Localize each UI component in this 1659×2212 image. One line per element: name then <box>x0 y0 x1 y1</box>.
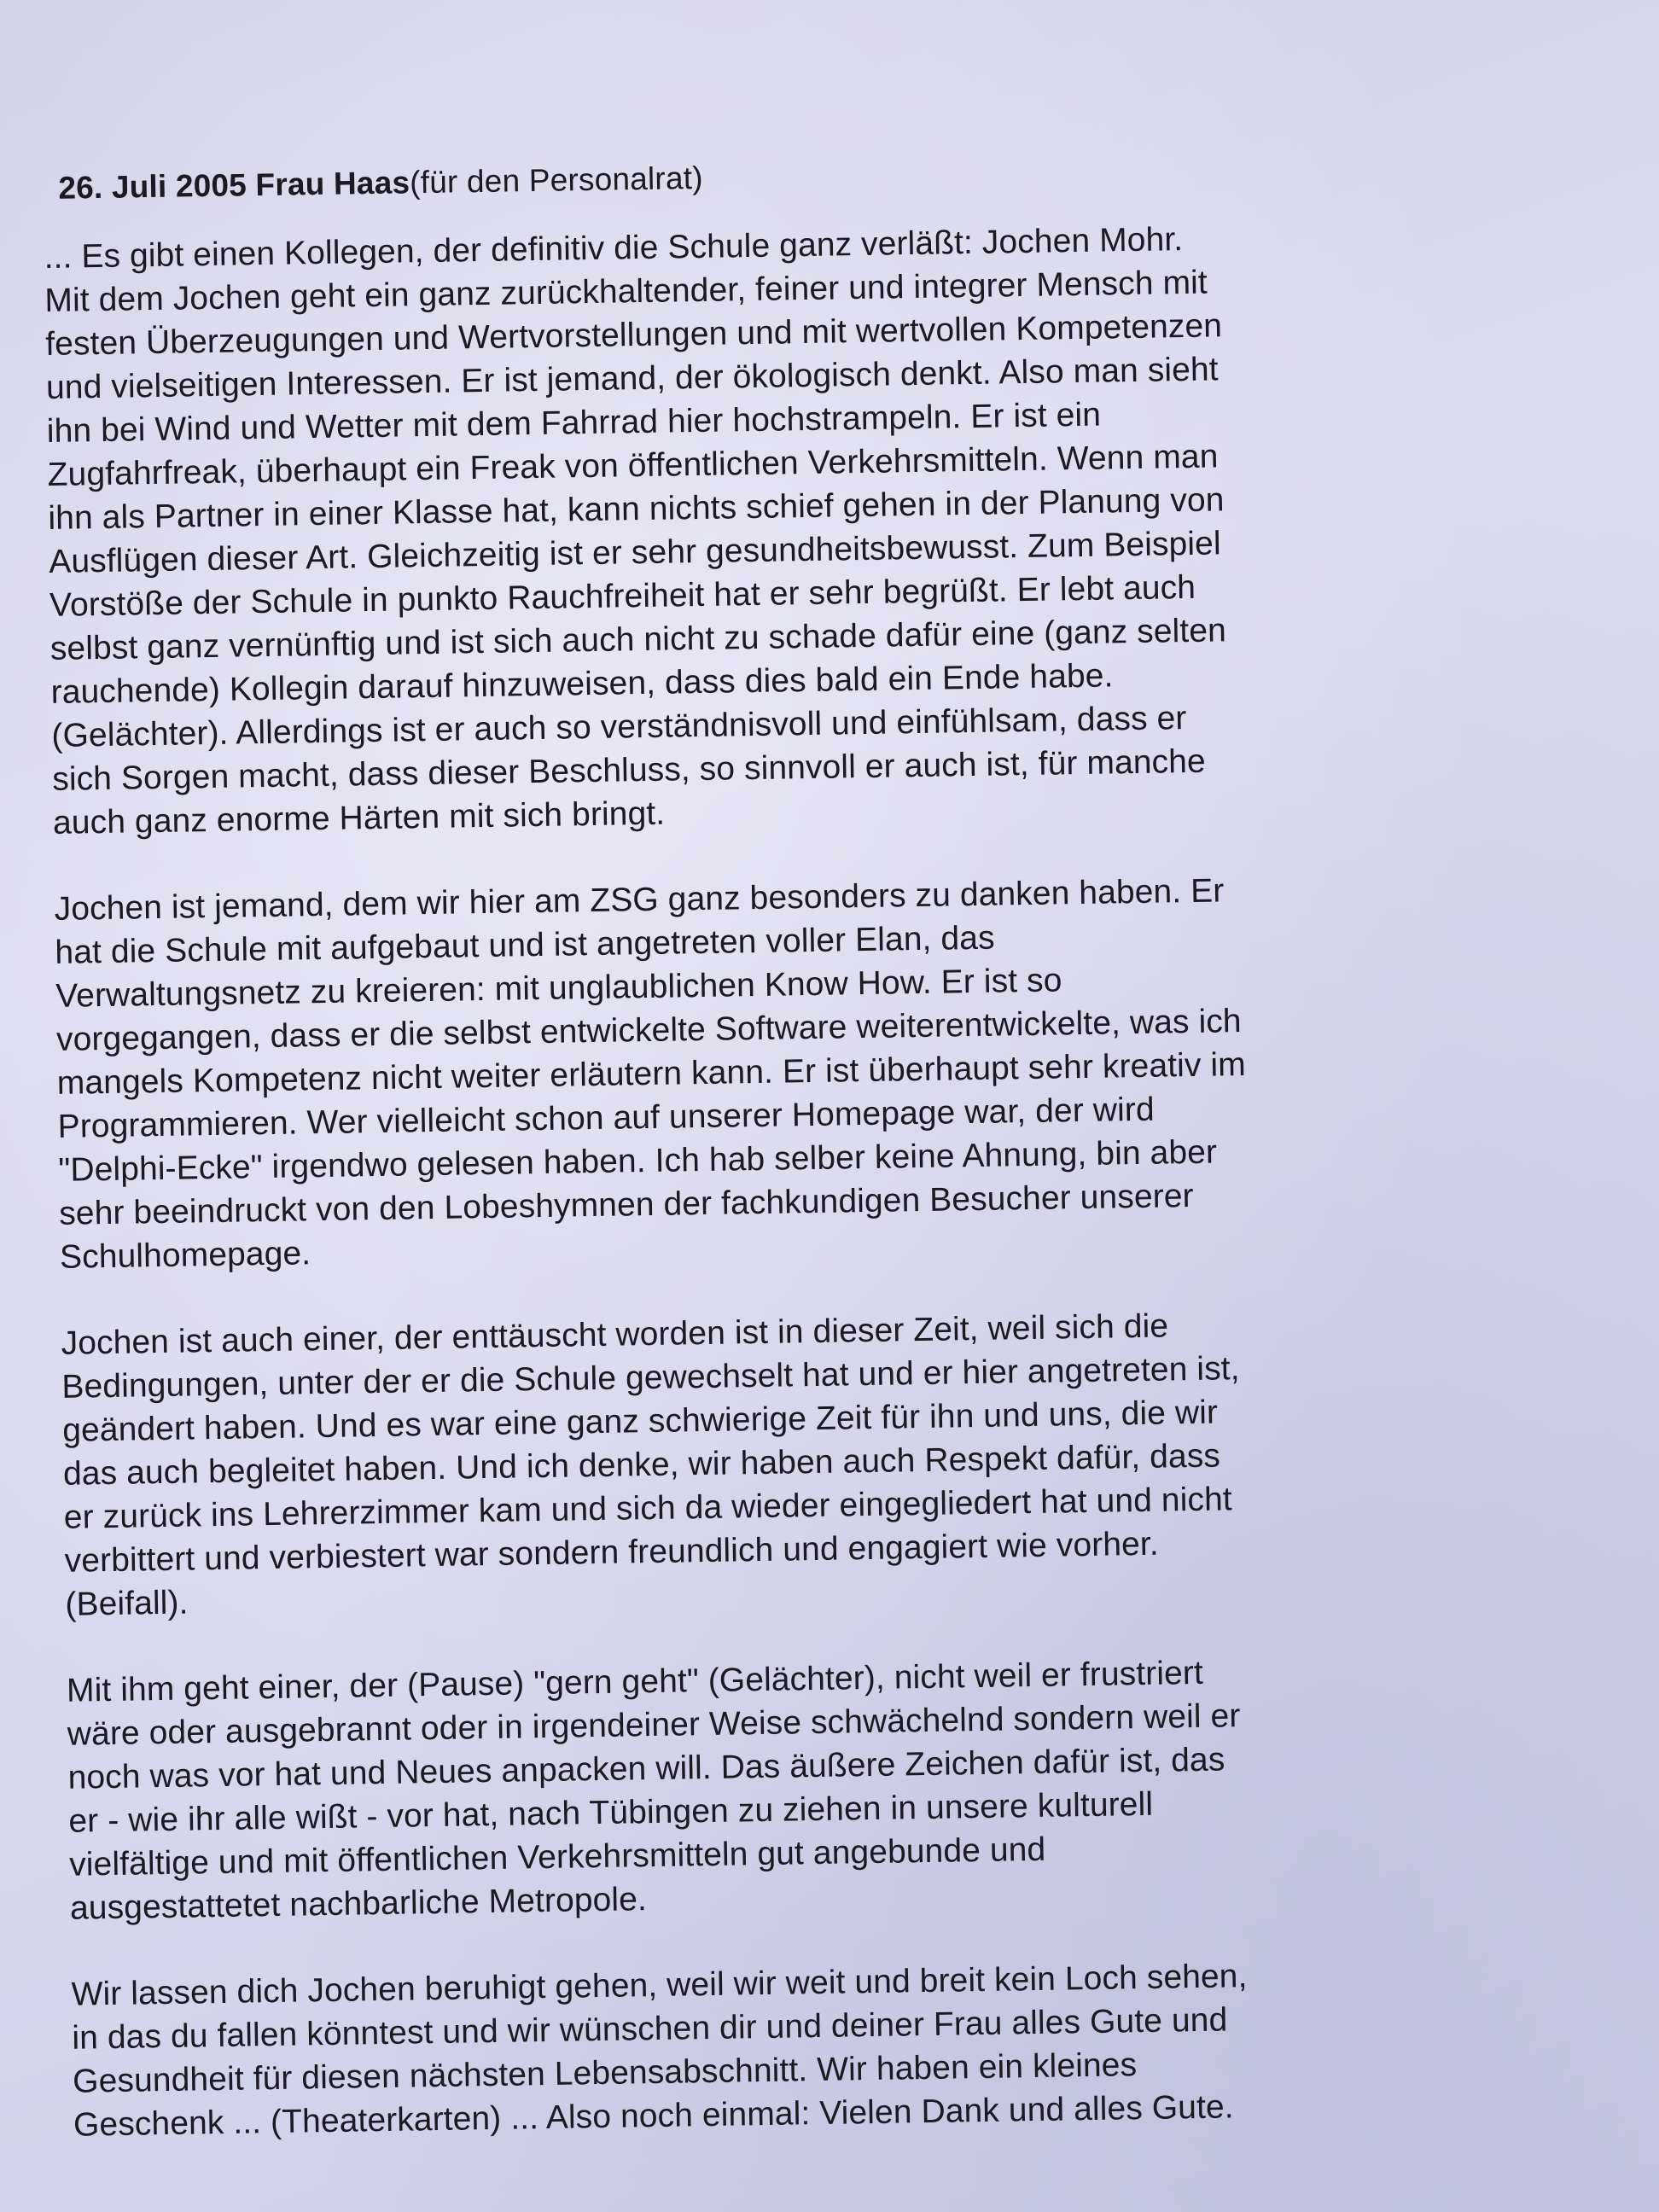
text-line: Gesundheit für diesen nächsten Lebensabschnitt. Wir haben ein kleines <box>72 2046 1138 2100</box>
text-line: Bedingungen, unter der er die Schule gewechselt hat und er hier angetreten ist, <box>61 1350 1240 1406</box>
text-line: "Delphi-Ecke" irgendwo gelesen haben. Ich hab selber keine Ahnung, bin aber <box>58 1133 1218 1189</box>
paragraph-2 <box>54 865 1459 1279</box>
text-line: und vielseitigen Interessen. Er ist jemand, der ökologisch denkt. Also man sieht <box>45 351 1219 406</box>
text-line: (Gelächter). Allerdings ist er auch so verständnisvoll und einfühlsam, dass er <box>51 700 1187 754</box>
text-line: sich Sorgen macht, dass dieser Beschluss, so sinnvoll er auch ist, für manche <box>51 742 1207 798</box>
text-line: Mit dem Jochen geht ein ganz zurückhaltender, feiner und integrer Mensch mit <box>44 264 1208 319</box>
text-line: das auch begleitet haben. Und ich denke, wir haben auch Respekt dafür, dass <box>62 1437 1221 1493</box>
text-line: in das du fallen könntest und wir wünschen dir und deiner Frau alles Gute und <box>72 2001 1228 2057</box>
text-line: Mit ihm geht einer, der (Pause) "gern geht" (Gelächter), nicht weil er frustriert <box>66 1654 1204 1709</box>
text-line: geändert haben. Und es war eine ganz schwierige Zeit für ihn und uns, die wir <box>61 1394 1219 1449</box>
paragraph-4 <box>67 1647 1470 1930</box>
text-line: verbittert und verbiestert war sondern freundlich und engagiert wie vorher. <box>64 1525 1160 1580</box>
text-line: Ausflügen dieser Art. Gleichzeitig ist er sehr gesundheitsbewusst. Zum Beispiel <box>48 525 1222 580</box>
heading-note: (für den Personalrat) <box>409 160 703 201</box>
text-line: Zugfahrfreak, überhaupt ein Freak von öffentlichen Verkehrsmitteln. Wenn man <box>47 438 1219 493</box>
text-line: er - wie ihr alle wißt - vor hat, nach Tübingen zu ziehen in unsere kulturell <box>68 1785 1154 1840</box>
document-heading <box>58 145 1443 209</box>
text-line: ihn als Partner in einer Klasse hat, kann nichts schief gehen in der Planung von <box>48 481 1225 537</box>
text-line: ... Es gibt einen Kollegen, der definitiv die Schule ganz verläßt: Jochen Mohr. <box>44 221 1184 276</box>
text-line: vorgegangen, dass er die selbst entwickelte Software weiterentwickelte, was ich <box>55 1003 1242 1058</box>
text-line: wäre oder ausgebrannt oder in irgendeiner Weise schwächelnd sondern weil er <box>67 1697 1241 1753</box>
paragraph-1 <box>44 213 1452 845</box>
text-line: noch was vor hat und Neues anpacken will. Das äußere Zeichen dafür ist, das <box>67 1741 1225 1796</box>
text-line: er zurück ins Lehrerzimmer kam und sich da wieder eingegliedert hat und nicht <box>63 1481 1233 1536</box>
text-line: Jochen ist auch einer, der enttäuscht worden ist in dieser Zeit, weil sich die <box>61 1307 1169 1362</box>
text-line: selbst ganz vernünftig und ist sich auch nicht zu schade dafür eine (ganz selten <box>49 612 1227 667</box>
document-body <box>43 145 1474 2189</box>
text-line: ausgestattetet nachbarliche Metropole. <box>69 1881 648 1927</box>
text-line: mangels Kompetenz nicht weiter erläutern kann. Er ist überhaupt sehr kreativ im <box>56 1045 1247 1102</box>
text-line: Wir lassen dich Jochen beruhigt gehen, weil wir weit und breit kein Loch sehen, <box>71 1958 1248 2013</box>
paragraph-3 <box>61 1300 1464 1627</box>
text-line: Verwaltungsnetz zu kreieren: mit unglaublichen Know How. Er ist so <box>55 962 1062 1015</box>
text-line: (Beifall). <box>65 1584 189 1623</box>
text-line: Jochen ist jemand, dem wir hier am ZSG ganz besonders zu danken haben. Er <box>54 872 1225 928</box>
text-line: auch ganz enorme Härten mit sich bringt. <box>52 795 666 841</box>
text-line: rauchende) Kollegin darauf hinzuweisen, dass dies bald ein Ende habe. <box>50 657 1114 711</box>
paragraph-5 <box>71 1951 1473 2147</box>
text-line: Vorstöße der Schule in punkto Rauchfreiheit hat er sehr begrüßt. Er lebt auch <box>49 568 1196 624</box>
text-line: hat die Schule mit aufgebaut und ist angetreten voller Elan, das <box>55 919 995 971</box>
text-line: Geschenk ... (Theaterkarten) ... Also noch einmal: Vielen Dank und alles Gute. <box>73 2088 1235 2144</box>
text-line: ihn bei Wind und Wetter mit dem Fahrrad hier hochstrampeln. Er ist ein <box>46 396 1102 450</box>
text-line: vielfältige und mit öffentlichen Verkehrsmitteln gut angebunde und <box>68 1831 1046 1883</box>
heading-date-name: 26. Juli 2005 Frau Haas <box>58 165 410 206</box>
text-line: Programmieren. Wer vielleicht schon auf unserer Homepage war, der wird <box>57 1091 1155 1145</box>
text-line: Schulhomepage. <box>59 1235 311 1276</box>
text-line: sehr beeindruckt von den Lobeshymnen der fachkundigen Besucher unserer <box>58 1177 1194 1232</box>
text-line: festen Überzeugungen und Wertvorstellungen und mit wertvollen Kompetenzen <box>44 307 1223 363</box>
